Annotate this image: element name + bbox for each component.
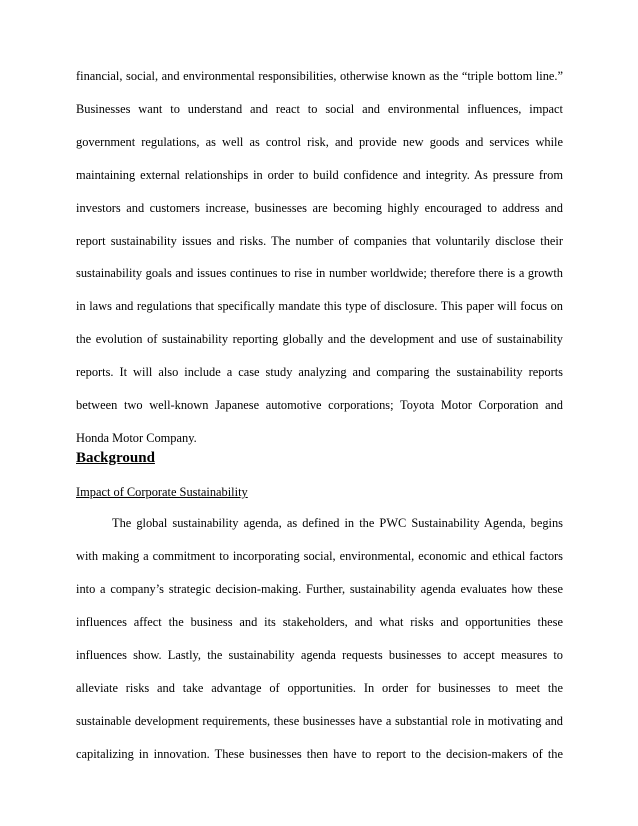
paragraph-2-line-4: influences affect the business and its stakeholders, and what risks and opportunities these bbox=[76, 615, 563, 629]
paragraph-1-line-10: reports. It will also include a case study analyzing and comparing the sustainability reports bbox=[76, 365, 563, 379]
paragraph-2-line-3: into a company’s strategic decision-making. Further, sustainability agenda evaluates how these bbox=[76, 582, 563, 596]
paragraph-1-line-8: in laws and regulations that specifically mandate this type of disclosure. This paper will focus on bbox=[76, 299, 563, 313]
paragraph-1-line-4: maintaining external relationships in order to build confidence and integrity. As pressure from bbox=[76, 168, 563, 182]
paragraph-2-line-6: alleviate risks and take advantage of opportunities. In order for businesses to meet the bbox=[76, 681, 563, 695]
paragraph-1-line-5: investors and customers increase, businesses are becoming highly encouraged to address and bbox=[76, 201, 563, 215]
subsection-heading: Impact of Corporate Sustainability bbox=[76, 485, 248, 499]
paragraph-2-line-8: capitalizing in innovation. These businesses then have to report to the decision-makers of the bbox=[76, 747, 563, 761]
section-heading: Background bbox=[76, 450, 155, 466]
paragraph-2-line-1: The global sustainability agenda, as defined in the PWC Sustainability Agenda, begins bbox=[112, 516, 563, 530]
paragraph-1-line-3: government regulations, as well as control risk, and provide new goods and services while bbox=[76, 135, 563, 149]
paragraph-2-line-5: influences show. Lastly, the sustainability agenda requests businesses to accept measures to bbox=[76, 648, 563, 662]
paragraph-1-line-9: the evolution of sustainability reporting globally and the development and use of sustainability bbox=[76, 332, 563, 346]
paragraph-1-line-12: Honda Motor Company. bbox=[76, 431, 197, 445]
paragraph-1-line-11: between two well-known Japanese automotive corporations; Toyota Motor Corporation and bbox=[76, 398, 563, 412]
paragraph-1-line-2: Businesses want to understand and react to social and environmental influences, impact bbox=[76, 102, 563, 116]
paragraph-1-line-1: financial, social, and environmental responsibilities, otherwise known as the “triple bottom line.” bbox=[76, 69, 563, 83]
paragraph-2-line-2: with making a commitment to incorporating social, environmental, economic and ethical factors bbox=[76, 549, 563, 563]
paragraph-2-line-7: sustainable development requirements, these businesses have a substantial role in motivating and bbox=[76, 714, 563, 728]
paragraph-1-line-7: sustainability goals and issues continues to rise in number worldwide; therefore there is a growth bbox=[76, 266, 563, 280]
paragraph-1-line-6: report sustainability issues and risks. The number of companies that voluntarily disclose their bbox=[76, 234, 563, 248]
